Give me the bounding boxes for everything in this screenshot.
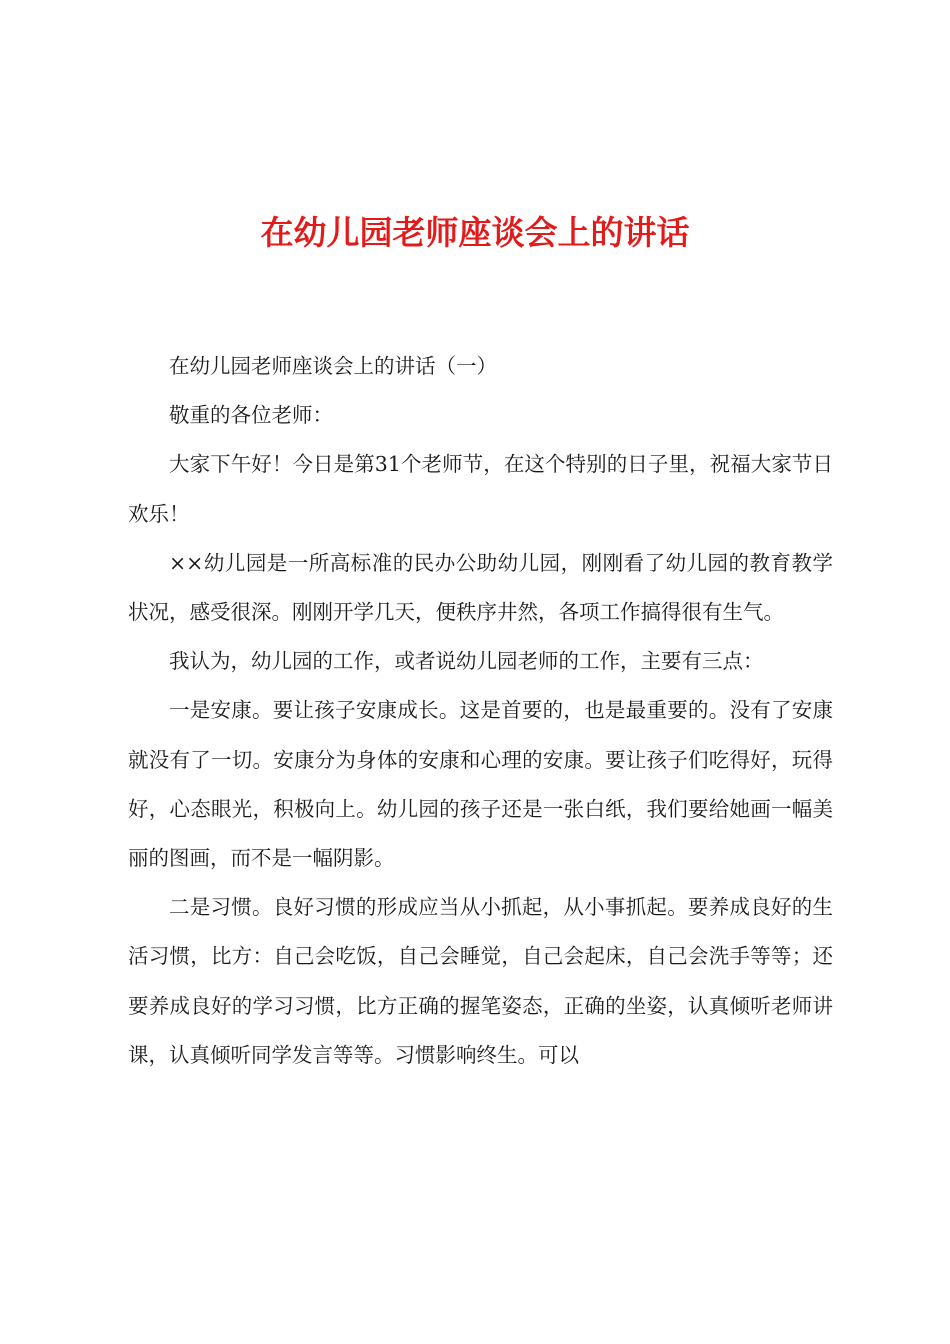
document-title: 在幼儿园老师座谈会上的讲话	[260, 213, 690, 252]
paragraph-kindergarten-intro: ××幼儿园是一所高标准的民办公助幼儿园，刚刚看了幼儿园的教育教学状况，感受很深。刚刚开学几天，便秩序井然，各项工作搞得很有生气。	[128, 550, 833, 625]
paragraph-point-health: 一是安康。要让孩子安康成长。这是首要的，也是最重要的。没有了安康就没有了一切。安康分为身体的安康和心理的安康。要让孩子们吃得好，玩得好，心态眼光，积极向上。幼儿园的孩子还是一张白纸，我们要给她画一幅美丽的图画，而不是一幅阴影。	[128, 698, 833, 871]
document-body	[128, 342, 833, 1080]
paragraph-salutation: 敬重的各位老师：	[169, 403, 333, 428]
paragraph-point-habits: 二是习惯。良好习惯的形成应当从小抓起，从小事抓起。要养成良好的生活习惯，比方：自己会吃饭，自己会睡觉，自己会起床，自己会洗手等等；还要养成良好的学习习惯，比方正确的握笔姿态，正确的坐姿，认真倾听老师讲课，认真倾听同学发言等等。习惯影响终生。可以	[128, 895, 833, 1067]
paragraph-subtitle: 在幼儿园老师座谈会上的讲话（一）	[169, 354, 497, 378]
paragraph-greeting: 大家下午好！今日是第31个老师节，在这个特别的日子里，祝福大家节日欢乐！	[128, 452, 833, 526]
paragraph-three-points: 我认为，幼儿园的工作，或者说幼儿园老师的工作，主要有三点：	[169, 649, 764, 674]
